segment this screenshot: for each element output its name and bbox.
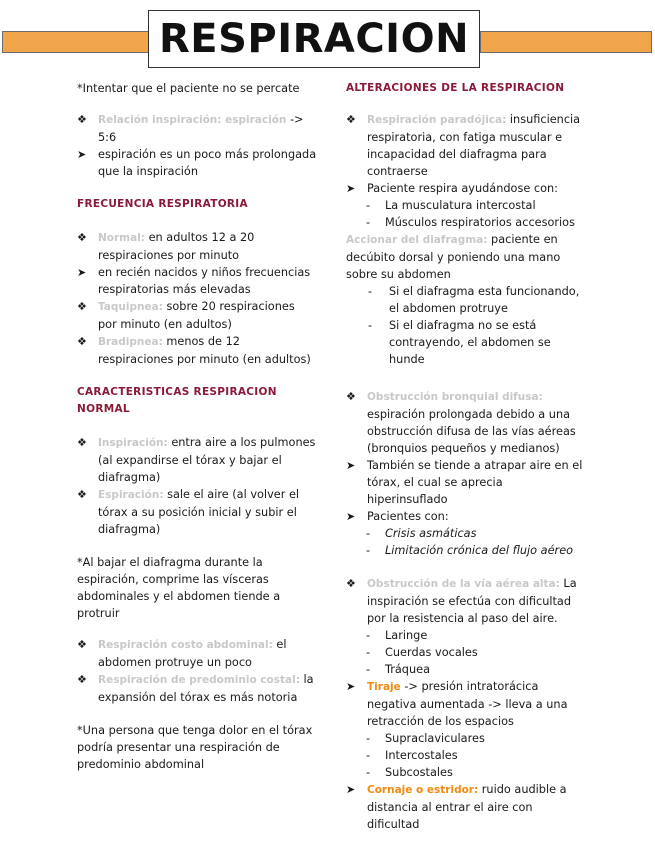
arrow-bullet-icon: ➤ xyxy=(346,783,356,796)
list-item: ❖ Inspiración: entra aire a los pulmones (al expandirse el tórax y bajar el diafragma) xyxy=(77,436,316,484)
diamond-bullet-icon: ❖ xyxy=(77,300,87,313)
list-item: ➤ Pacientes con: xyxy=(346,510,449,523)
sub-item: - Subcostales xyxy=(366,766,453,779)
diamond-bullet-icon: ❖ xyxy=(77,113,87,126)
list-item: ❖ Bradipnea: menos de 12 respiraciones por minuto (en adultos) xyxy=(77,335,311,366)
list-item: ➤ Paciente respira ayudándose con: xyxy=(346,182,558,195)
sub-item: - Laringe xyxy=(366,629,428,642)
sub-item: - Limitación crónica del flujo aéreo xyxy=(366,544,574,557)
list-item: ❖ Taquipnea: sobre 20 respiraciones por minuto (en adultos) xyxy=(77,300,295,331)
list-item: ❖ Obstrucción de la vía aérea alta: La inspiración se efectúa con dificultad por la resistencia al paso del aire. xyxy=(346,577,577,625)
list-item: ❖ Obstrucción bronquial difusa: espiración prolongada debido a una obstrucción difusa de las vías aéreas (bronquios pequeños y medianos) xyxy=(346,390,576,455)
list-item: ❖ Relación inspiración: espiración -> 5:6 xyxy=(77,113,304,144)
list-item: ❖ Espiración: sale el aire (al volver el tórax a su posición inicial y subir el diafragma) xyxy=(77,488,300,536)
list-item: ❖ Respiración paradójica: insuficiencia respiratoria, con fatiga muscular e incapacidad del diafragma para contraerse xyxy=(346,113,581,178)
list-item: ➤ en recién nacidos y niños frecuencias respiratorias más elevadas xyxy=(77,266,311,296)
arrow-bullet-icon: ➤ xyxy=(77,148,87,161)
diamond-bullet-icon: ❖ xyxy=(77,673,87,686)
sub-item: - Si el diafragma no se está contrayendo, el abdomen se hunde xyxy=(368,319,551,366)
left-column xyxy=(77,72,317,773)
right-column xyxy=(346,72,586,833)
title-band-left xyxy=(2,31,150,53)
arrow-bullet-icon: ➤ xyxy=(77,266,87,279)
sub-item: - Músculos respiratorios accesorios xyxy=(366,216,575,229)
intro-note: *Intentar que el paciente no se percate xyxy=(77,82,300,95)
title-band-right xyxy=(480,31,652,53)
arrow-bullet-icon: ➤ xyxy=(346,182,356,195)
sub-item: - Crisis asmáticas xyxy=(366,527,477,540)
section-heading-frecuencia: FRECUENCIA RESPIRATORIA xyxy=(77,198,248,210)
note-diafragma: *Al bajar el diafragma durante la espiración, comprime las vísceras abdominales y el abdomen tiende a protruir xyxy=(77,556,281,620)
diamond-bullet-icon: ❖ xyxy=(77,488,87,501)
sub-item: - Intercostales xyxy=(366,749,458,762)
diamond-bullet-icon: ❖ xyxy=(346,577,356,590)
diamond-bullet-icon: ❖ xyxy=(77,231,87,244)
sub-item: - Si el diafragma esta funcionando, el abdomen protruye xyxy=(368,285,580,315)
diamond-bullet-icon: ❖ xyxy=(77,436,87,449)
diamond-bullet-icon: ❖ xyxy=(346,113,356,126)
accionar-paragraph: Accionar del diafragma: paciente en decúbito dorsal y poniendo una mano sobre su abdomen xyxy=(346,233,561,281)
diamond-bullet-icon: ❖ xyxy=(77,335,87,348)
sub-item: - Cuerdas vocales xyxy=(366,646,478,659)
list-item: ❖ Respiración costo abdominal: el abdomen protruye un poco xyxy=(77,638,287,669)
list-item: ❖ Respiración de predominio costal: la expansión del tórax es más notoria xyxy=(77,673,314,704)
note-dolor: *Una persona que tenga dolor en el tórax podría presentar una respiración de predominio abdominal xyxy=(77,724,313,771)
sub-item: - La musculatura intercostal xyxy=(366,199,536,212)
title-box xyxy=(148,10,480,68)
list-item: ➤ También se tiende a atrapar aire en el tórax, el cual se aprecia hiperinsuflado xyxy=(346,459,583,506)
page-title: RESPIRACION xyxy=(158,16,470,62)
section-heading-caracteristicas: CARACTERISTICAS RESPIRACION NORMAL xyxy=(77,386,277,415)
list-item: ➤ Tiraje -> presión intratorácica negativa aumentada -> lleva a una retracción de los espacios xyxy=(346,680,568,728)
arrow-bullet-icon: ➤ xyxy=(346,459,356,472)
sub-item: - Tráquea xyxy=(366,663,431,676)
diamond-bullet-icon: ❖ xyxy=(77,638,87,651)
section-heading-alteraciones: ALTERACIONES DE LA RESPIRACION xyxy=(346,82,565,94)
arrow-bullet-icon: ➤ xyxy=(346,680,356,693)
list-item: ➤ Cornaje o estridor: ruido audible a distancia al entrar el aire con dificultad xyxy=(346,783,567,831)
list-item: ❖ Normal: en adultos 12 a 20 respiraciones por minuto xyxy=(77,231,255,262)
sub-item: - Supraclaviculares xyxy=(366,732,485,745)
diamond-bullet-icon: ❖ xyxy=(346,390,356,403)
list-item: ➤ espiración es un poco más prolongada que la inspiración xyxy=(77,148,317,178)
arrow-bullet-icon: ➤ xyxy=(346,510,356,523)
